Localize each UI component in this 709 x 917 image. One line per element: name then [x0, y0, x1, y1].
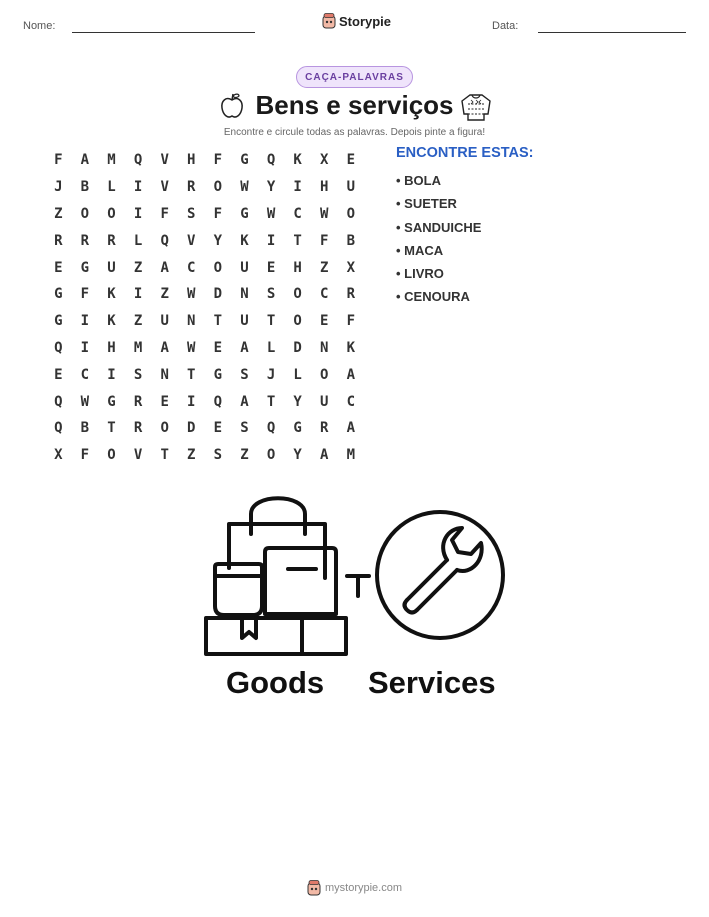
grid-letter[interactable]: W	[320, 205, 329, 222]
grid-letter[interactable]: S	[187, 205, 196, 222]
grid-letter[interactable]: T	[107, 420, 116, 437]
grid-letter[interactable]: V	[133, 447, 143, 464]
grid-letter[interactable]: L	[133, 232, 143, 249]
word-list-item: • BOLA	[396, 173, 441, 188]
grid-letter[interactable]: C	[187, 259, 196, 276]
grid-letter[interactable]: C	[293, 205, 302, 222]
grid-letter[interactable]: E	[213, 339, 223, 356]
grid-row	[45, 361, 364, 388]
wrench-circle-icon	[377, 512, 503, 638]
grid-letter[interactable]: U	[320, 393, 329, 410]
grid-letter[interactable]: Z	[320, 259, 329, 276]
grid-letter[interactable]: R	[107, 232, 116, 249]
grid-letter[interactable]: G	[213, 366, 223, 383]
services-label: Services	[368, 665, 496, 700]
grid-letter[interactable]: C	[346, 393, 356, 410]
category-badge: CAÇA-PALAVRAS	[296, 66, 413, 88]
grid-letter[interactable]: L	[266, 339, 276, 356]
grid-letter[interactable]: E	[266, 259, 276, 276]
grid-letter[interactable]: M	[133, 339, 143, 356]
grid-letter[interactable]: O	[346, 205, 356, 222]
grid-letter[interactable]: S	[240, 420, 249, 437]
grid-letter[interactable]: I	[293, 179, 302, 196]
grid-letter[interactable]: E	[160, 393, 169, 410]
grid-letter[interactable]: N	[160, 366, 169, 383]
grid-letter[interactable]: Z	[187, 447, 196, 464]
grid-letter[interactable]: O	[160, 420, 169, 437]
word-list-item: • SUETER	[396, 196, 457, 212]
grid-letter[interactable]: O	[266, 447, 276, 464]
grid-letter[interactable]: K	[240, 232, 249, 249]
grid-letter[interactable]: L	[293, 366, 302, 383]
grid-letter[interactable]: O	[293, 313, 302, 330]
grid-row	[45, 415, 364, 442]
grid-letter[interactable]: Y	[293, 393, 302, 410]
grid-letter[interactable]: V	[187, 232, 196, 249]
grid-letter[interactable]: T	[213, 313, 223, 330]
grid-letter[interactable]: Z	[133, 259, 143, 276]
grid-letter[interactable]: Q	[266, 420, 276, 437]
grid-letter[interactable]: W	[80, 393, 90, 410]
word-list-item: • LIVRO	[396, 266, 444, 282]
grid-letter[interactable]: H	[187, 152, 196, 169]
grid-letter[interactable]: U	[240, 313, 249, 330]
grid-letter[interactable]: X	[320, 152, 329, 169]
grid-letter[interactable]: B	[346, 232, 356, 249]
grid-letter[interactable]: Q	[133, 152, 143, 169]
grid-letter[interactable]: S	[240, 366, 249, 383]
grid-letter[interactable]: S	[213, 447, 223, 464]
instructions: Encontre e circule todas as palavras. Depois pinte a figura!	[223, 127, 486, 138]
grid-letter[interactable]: N	[240, 286, 249, 303]
grid-letter[interactable]: O	[320, 366, 329, 383]
grid-letter[interactable]: W	[187, 339, 196, 356]
grid-letter[interactable]: J	[266, 366, 276, 383]
grid-letter[interactable]: Q	[54, 420, 63, 437]
storypie-mascot-icon	[307, 880, 321, 896]
grid-letter[interactable]: F	[213, 152, 223, 169]
grid-letter[interactable]: R	[54, 232, 63, 249]
grid-letter[interactable]: I	[187, 393, 196, 410]
grid-letter[interactable]: R	[133, 420, 143, 437]
grid-letter[interactable]: Y	[293, 447, 302, 464]
grid-letter[interactable]: T	[293, 232, 302, 249]
word-search-grid[interactable]	[45, 147, 364, 469]
grid-letter[interactable]: J	[54, 179, 63, 196]
grid-letter[interactable]: D	[213, 286, 223, 303]
grid-letter[interactable]: K	[346, 339, 356, 356]
grid-letter[interactable]: O	[80, 205, 90, 222]
word-list-title: ENCONTRE ESTAS:	[396, 145, 534, 161]
grid-letter[interactable]: F	[320, 232, 329, 249]
grid-letter[interactable]: E	[346, 152, 356, 169]
grid-letter[interactable]: K	[107, 286, 116, 303]
grid-letter[interactable]: H	[320, 179, 329, 196]
date-label: Data:	[492, 20, 519, 32]
grid-letter[interactable]: W	[266, 205, 276, 222]
grid-letter[interactable]: F	[213, 205, 223, 222]
grid-letter[interactable]: Y	[213, 232, 223, 249]
grid-letter[interactable]: E	[54, 259, 63, 276]
grid-letter[interactable]: G	[293, 420, 302, 437]
grid-letter[interactable]: I	[266, 232, 276, 249]
grid-letter[interactable]: K	[107, 313, 116, 330]
grid-letter[interactable]: W	[187, 286, 196, 303]
grid-letter[interactable]: D	[187, 420, 196, 437]
grid-letter[interactable]: H	[293, 259, 302, 276]
grid-letter[interactable]: N	[187, 313, 196, 330]
grid-row	[45, 442, 364, 469]
grid-letter[interactable]: I	[80, 313, 90, 330]
grid-letter[interactable]: E	[320, 313, 329, 330]
grid-letter[interactable]: T	[266, 393, 276, 410]
grid-row	[45, 174, 364, 201]
grid-letter[interactable]: X	[54, 447, 63, 464]
goods-services-figure	[203, 490, 508, 665]
grid-row	[45, 308, 364, 335]
grid-letter[interactable]: R	[80, 232, 90, 249]
grid-letter[interactable]: O	[293, 286, 302, 303]
grid-letter[interactable]: O	[107, 447, 116, 464]
grid-letter[interactable]: K	[293, 152, 302, 169]
grid-letter[interactable]: R	[133, 393, 143, 410]
grid-letter[interactable]: H	[107, 339, 116, 356]
grid-letter[interactable]: R	[346, 286, 356, 303]
grid-letter[interactable]: X	[346, 259, 356, 276]
storypie-mascot-icon	[322, 13, 336, 29]
grid-letter[interactable]: M	[346, 447, 356, 464]
grid-row	[45, 227, 364, 254]
grid-letter[interactable]: A	[240, 339, 249, 356]
grid-letter[interactable]: U	[346, 179, 356, 196]
grid-letter[interactable]: I	[133, 179, 143, 196]
grid-letter[interactable]: N	[320, 339, 329, 356]
grid-row	[45, 254, 364, 281]
grid-letter[interactable]: A	[80, 152, 90, 169]
grid-letter[interactable]: F	[80, 286, 90, 303]
grid-row	[45, 281, 364, 308]
grid-letter[interactable]: G	[107, 393, 116, 410]
sweater-icon	[460, 92, 492, 122]
grid-letter[interactable]: G	[80, 259, 90, 276]
grid-row	[45, 147, 364, 174]
goods-label: Goods	[226, 665, 325, 700]
grid-letter[interactable]: V	[160, 179, 169, 196]
grid-letter[interactable]: R	[187, 179, 196, 196]
grid-letter[interactable]: O	[107, 205, 116, 222]
grid-letter[interactable]: Z	[240, 447, 249, 464]
grid-letter[interactable]: U	[240, 259, 249, 276]
grid-letter[interactable]: E	[54, 366, 63, 383]
grid-letter[interactable]: Q	[54, 339, 63, 356]
grid-letter[interactable]: B	[80, 179, 90, 196]
grid-letter[interactable]: Q	[160, 232, 169, 249]
grid-letter[interactable]: O	[213, 259, 223, 276]
grid-letter[interactable]: F	[80, 447, 90, 464]
word-list-item: • CENOURA	[396, 289, 470, 305]
grid-letter[interactable]: A	[240, 393, 249, 410]
grid-letter[interactable]: O	[213, 179, 223, 196]
grid-letter[interactable]: R	[320, 420, 329, 437]
grid-letter[interactable]: W	[240, 179, 249, 196]
grid-letter[interactable]: A	[160, 339, 169, 356]
grid-row	[45, 201, 364, 228]
grid-letter[interactable]: I	[133, 286, 143, 303]
footer	[307, 880, 402, 896]
grid-letter[interactable]: E	[213, 420, 223, 437]
grid-letter[interactable]: M	[107, 152, 116, 169]
grid-letter[interactable]: D	[293, 339, 302, 356]
grid-letter[interactable]: T	[266, 313, 276, 330]
name-label: Nome:	[23, 20, 56, 32]
grid-letter[interactable]: Q	[266, 152, 276, 169]
grid-letter[interactable]: I	[133, 205, 143, 222]
date-line[interactable]	[538, 32, 686, 33]
grid-letter[interactable]: U	[107, 259, 116, 276]
grid-letter[interactable]: Z	[133, 313, 143, 330]
brand-logo	[322, 13, 391, 29]
grid-letter[interactable]: Z	[160, 286, 169, 303]
grid-row	[45, 335, 364, 362]
name-line[interactable]	[72, 32, 255, 33]
grid-letter[interactable]: T	[160, 447, 169, 464]
grid-letter[interactable]: I	[107, 366, 116, 383]
grid-letter[interactable]: G	[54, 286, 63, 303]
word-list-item: • MACA	[396, 242, 444, 258]
grid-letter[interactable]: A	[160, 259, 169, 276]
grid-row	[45, 388, 364, 415]
grid-letter[interactable]: Q	[54, 393, 63, 410]
grid-letter[interactable]: V	[160, 152, 169, 169]
grid-letter[interactable]: A	[346, 366, 356, 383]
grid-letter[interactable]: T	[187, 366, 196, 383]
grid-letter[interactable]: S	[266, 286, 276, 303]
grid-letter[interactable]: F	[346, 313, 356, 330]
plus-icon	[347, 576, 369, 596]
grid-letter[interactable]: G	[54, 313, 63, 330]
grid-letter[interactable]: A	[320, 447, 329, 464]
grid-letter[interactable]: G	[240, 205, 249, 222]
brand-name: Storypie	[339, 13, 392, 29]
grid-letter[interactable]: F	[160, 205, 169, 222]
grid-letter[interactable]: Z	[54, 205, 63, 222]
grid-letter[interactable]: L	[107, 179, 116, 196]
word-list	[396, 172, 481, 312]
grid-letter[interactable]: I	[80, 339, 90, 356]
grid-letter[interactable]: U	[160, 313, 169, 330]
footer-url[interactable]: mystorypie.com	[325, 882, 403, 894]
grid-letter[interactable]: A	[346, 420, 356, 437]
grid-letter[interactable]: F	[54, 152, 63, 169]
grid-letter[interactable]: Y	[266, 179, 276, 196]
page-title: Bens e serviços	[255, 90, 454, 120]
grid-letter[interactable]: Q	[213, 393, 223, 410]
grid-letter[interactable]: G	[240, 152, 249, 169]
grid-letter[interactable]: C	[80, 366, 90, 383]
word-list-item: • SANDUICHE	[396, 219, 482, 235]
shopping-bag-and-boxes-icon	[206, 498, 346, 654]
grid-letter[interactable]: S	[133, 366, 143, 383]
grid-letter[interactable]: C	[320, 286, 329, 303]
grid-letter[interactable]: B	[80, 420, 90, 437]
